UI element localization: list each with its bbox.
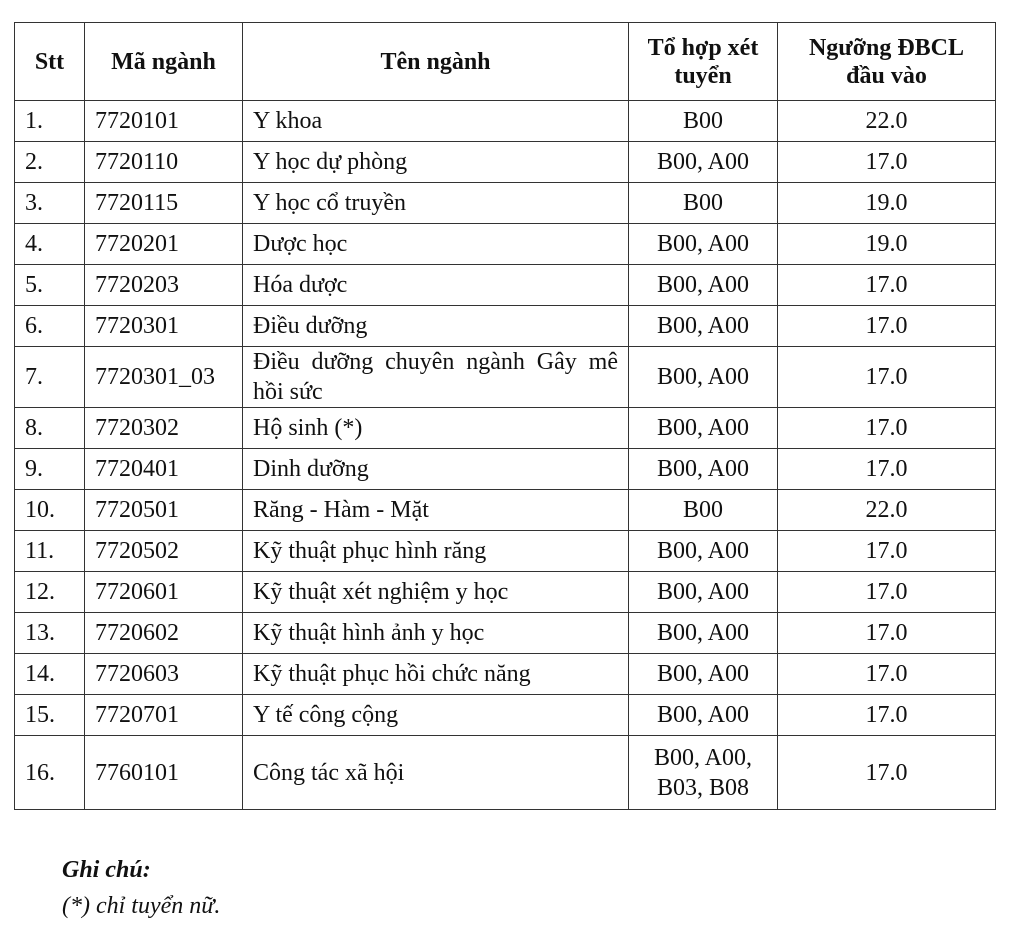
cell-name: Điều dưỡng chuyên ngành Gây mê hồi sức xyxy=(243,347,629,408)
cell-code: 7720203 xyxy=(85,265,243,306)
cell-stt: 7. xyxy=(15,347,85,408)
cell-code: 7720603 xyxy=(85,654,243,695)
cell-stt: 4. xyxy=(15,224,85,265)
table-row xyxy=(15,265,996,306)
cell-stt: 5. xyxy=(15,265,85,306)
cell-stt: 11. xyxy=(15,531,85,572)
cell-stt: 3. xyxy=(15,183,85,224)
cell-combo: B00, A00 xyxy=(629,613,778,654)
cell-score: 22.0 xyxy=(778,101,996,142)
cell-stt: 14. xyxy=(15,654,85,695)
cell-code: 7720601 xyxy=(85,572,243,613)
table-body xyxy=(15,101,996,810)
cell-combo: B00, A00, B03, B08 xyxy=(629,736,778,810)
cell-code: 7720602 xyxy=(85,613,243,654)
cell-combo: B00, A00 xyxy=(629,347,778,408)
cell-code: 7720401 xyxy=(85,449,243,490)
notes-title: Ghi chú: xyxy=(62,857,151,883)
table-row xyxy=(15,531,996,572)
cell-name: Điều dưỡng xyxy=(243,306,629,347)
cell-score: 19.0 xyxy=(778,183,996,224)
table-row xyxy=(15,101,996,142)
cell-name: Dinh dưỡng xyxy=(243,449,629,490)
cell-score: 17.0 xyxy=(778,265,996,306)
cell-code: 7720201 xyxy=(85,224,243,265)
cell-combo: B00, A00 xyxy=(629,531,778,572)
cell-score: 17.0 xyxy=(778,408,996,449)
table-row xyxy=(15,408,996,449)
table-row xyxy=(15,736,996,810)
cell-stt: 12. xyxy=(15,572,85,613)
cell-code: 7720501 xyxy=(85,490,243,531)
cell-code: 7720701 xyxy=(85,695,243,736)
notes-text: (*) chỉ tuyển nữ. xyxy=(62,893,221,919)
cell-combo: B00, A00 xyxy=(629,265,778,306)
notes xyxy=(62,852,220,924)
table-row xyxy=(15,695,996,736)
cell-name: Kỹ thuật phục hình răng xyxy=(243,531,629,572)
cell-combo: B00, A00 xyxy=(629,306,778,347)
cell-stt: 10. xyxy=(15,490,85,531)
cell-stt: 15. xyxy=(15,695,85,736)
cell-score: 17.0 xyxy=(778,449,996,490)
cell-combo: B00, A00 xyxy=(629,224,778,265)
header-code: Mã ngành xyxy=(85,23,243,101)
cell-score: 19.0 xyxy=(778,224,996,265)
cell-combo: B00, A00 xyxy=(629,572,778,613)
cell-combo: B00, A00 xyxy=(629,142,778,183)
cell-score: 17.0 xyxy=(778,531,996,572)
header-stt: Stt xyxy=(15,23,85,101)
table-header-row xyxy=(15,23,996,101)
table-row xyxy=(15,449,996,490)
cell-code: 7720302 xyxy=(85,408,243,449)
table-row xyxy=(15,183,996,224)
header-score: Ngưỡng ĐBCL đầu vào xyxy=(778,23,996,101)
table-row xyxy=(15,490,996,531)
cell-code: 7720115 xyxy=(85,183,243,224)
cell-combo: B00 xyxy=(629,490,778,531)
header-combo: Tổ hợp xét tuyển xyxy=(629,23,778,101)
cell-score: 17.0 xyxy=(778,736,996,810)
cell-name: Y học dự phòng xyxy=(243,142,629,183)
cell-score: 17.0 xyxy=(778,654,996,695)
table-row xyxy=(15,572,996,613)
cell-code: 7720101 xyxy=(85,101,243,142)
table-row xyxy=(15,347,996,408)
cell-stt: 8. xyxy=(15,408,85,449)
header-name: Tên ngành xyxy=(243,23,629,101)
cell-stt: 1. xyxy=(15,101,85,142)
cell-name: Kỹ thuật xét nghiệm y học xyxy=(243,572,629,613)
cell-combo: B00, A00 xyxy=(629,408,778,449)
cell-stt: 9. xyxy=(15,449,85,490)
cell-score: 17.0 xyxy=(778,572,996,613)
table-row xyxy=(15,613,996,654)
cell-name: Kỹ thuật phục hồi chức năng xyxy=(243,654,629,695)
cell-score: 22.0 xyxy=(778,490,996,531)
table-row xyxy=(15,142,996,183)
cell-code: 7760101 xyxy=(85,736,243,810)
cell-score: 17.0 xyxy=(778,613,996,654)
cell-stt: 6. xyxy=(15,306,85,347)
admission-threshold-table xyxy=(14,22,996,810)
cell-name: Kỹ thuật hình ảnh y học xyxy=(243,613,629,654)
cell-score: 17.0 xyxy=(778,347,996,408)
cell-name: Y tế công cộng xyxy=(243,695,629,736)
cell-score: 17.0 xyxy=(778,695,996,736)
cell-stt: 16. xyxy=(15,736,85,810)
cell-name: Răng - Hàm - Mặt xyxy=(243,490,629,531)
cell-name: Hóa dược xyxy=(243,265,629,306)
cell-combo: B00 xyxy=(629,101,778,142)
table-row xyxy=(15,306,996,347)
cell-combo: B00 xyxy=(629,183,778,224)
cell-name: Công tác xã hội xyxy=(243,736,629,810)
cell-name: Y khoa xyxy=(243,101,629,142)
cell-code: 7720502 xyxy=(85,531,243,572)
cell-combo: B00, A00 xyxy=(629,449,778,490)
cell-name: Hộ sinh (*) xyxy=(243,408,629,449)
cell-name: Dược học xyxy=(243,224,629,265)
cell-name: Y học cổ truyền xyxy=(243,183,629,224)
cell-combo: B00, A00 xyxy=(629,695,778,736)
cell-stt: 13. xyxy=(15,613,85,654)
cell-code: 7720301_03 xyxy=(85,347,243,408)
table-row xyxy=(15,654,996,695)
table-row xyxy=(15,224,996,265)
cell-combo: B00, A00 xyxy=(629,654,778,695)
cell-code: 7720110 xyxy=(85,142,243,183)
cell-stt: 2. xyxy=(15,142,85,183)
cell-score: 17.0 xyxy=(778,142,996,183)
cell-score: 17.0 xyxy=(778,306,996,347)
cell-code: 7720301 xyxy=(85,306,243,347)
